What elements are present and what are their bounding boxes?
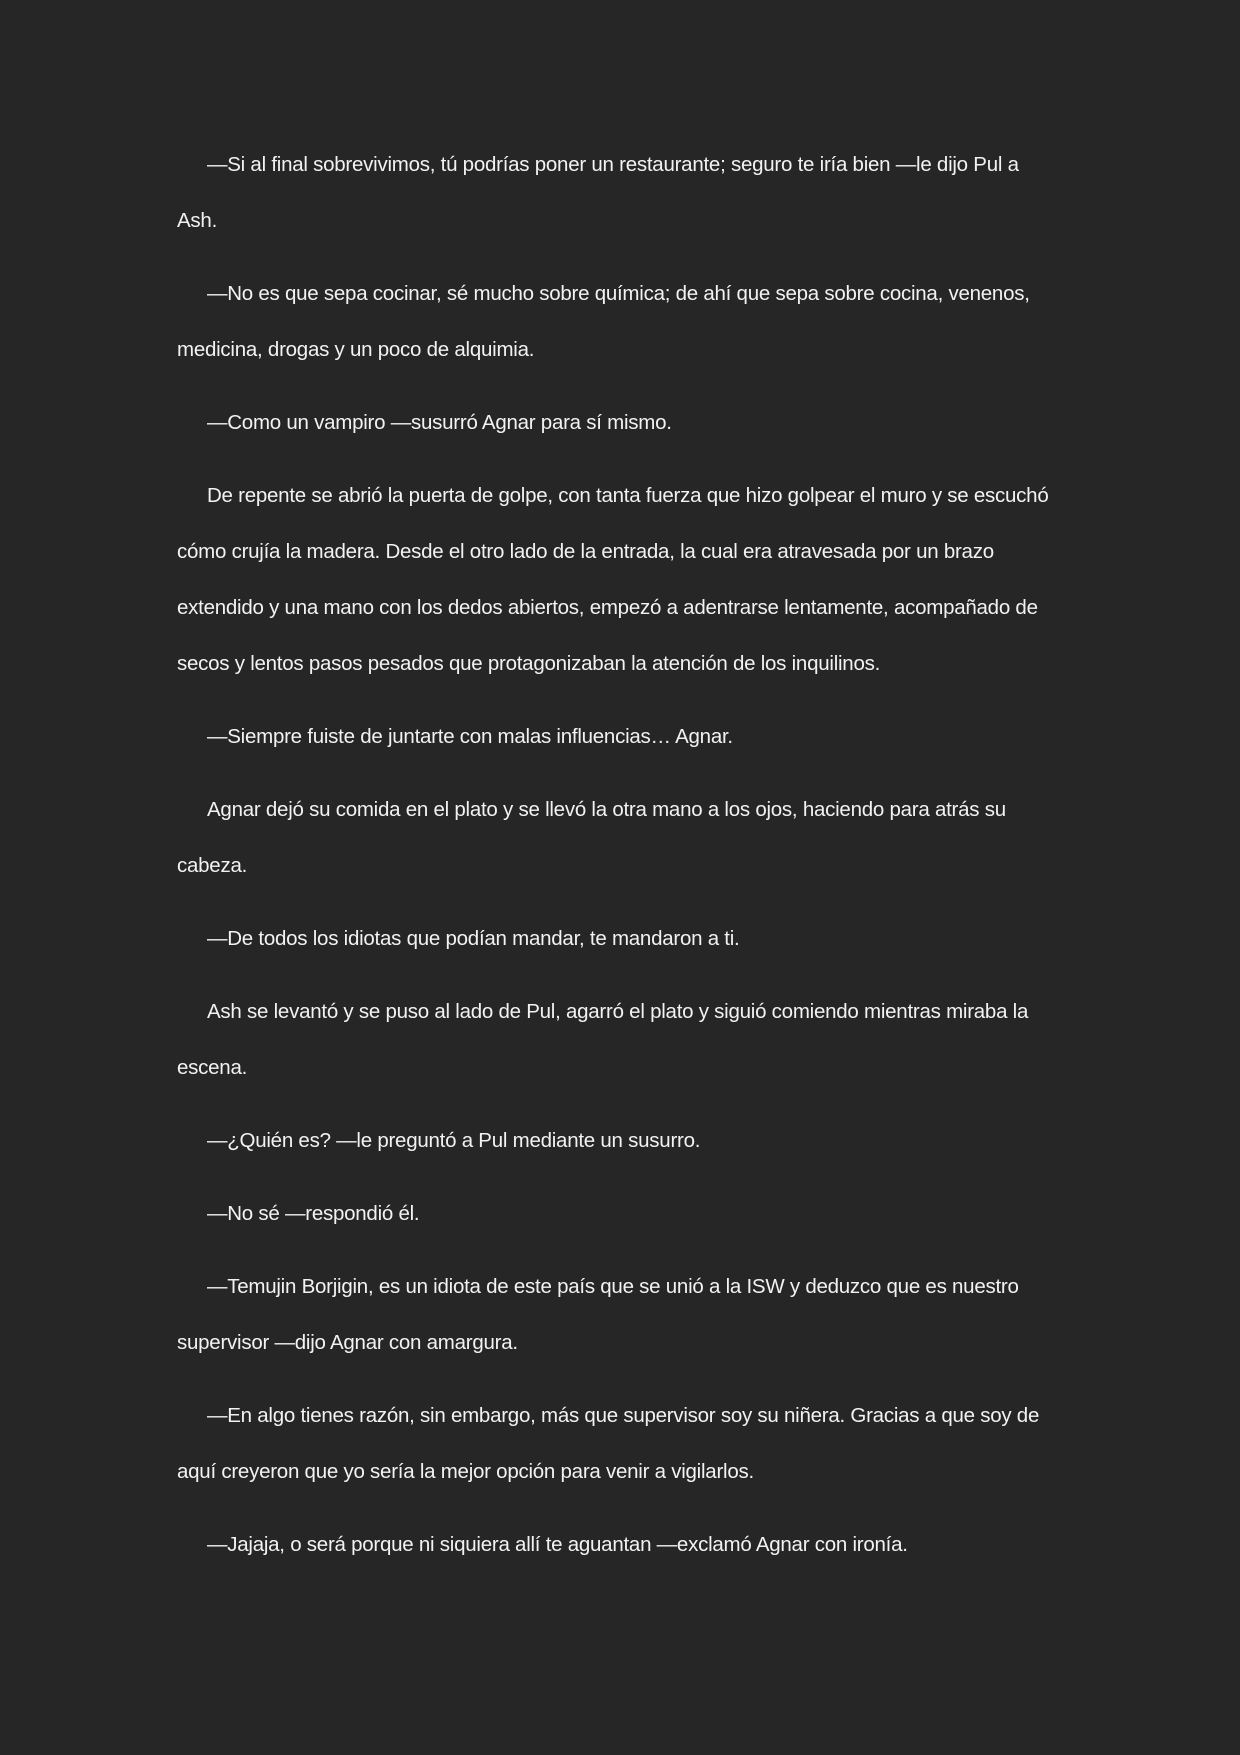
document-body (177, 137, 1063, 1590)
paragraph: —Jajaja, o será porque ni siquiera allí te aguantan —exclamó Agnar con ironía. (207, 1533, 908, 1556)
paragraph: —Como un vampiro —susurró Agnar para sí mismo. (207, 411, 672, 434)
paragraph: —Si al final sobrevivimos, tú podrías poner un restaurante; seguro te iría bien —le dijo Pul a Ash. (177, 153, 1019, 232)
paragraph: —De todos los idiotas que podían mandar, te mandaron a ti. (207, 927, 740, 950)
paragraph: Agnar dejó su comida en el plato y se llevó la otra mano a los ojos, haciendo para atrás su cabeza. (177, 798, 1006, 877)
paragraph: Ash se levantó y se puso al lado de Pul, agarró el plato y siguió comiendo mientras miraba la escena. (177, 1000, 1029, 1079)
paragraph: —No es que sepa cocinar, sé mucho sobre química; de ahí que sepa sobre cocina, venenos, medicina, drogas y un poco de alquimia. (177, 282, 1030, 361)
paragraph: —En algo tienes razón, sin embargo, más que supervisor soy su niñera. Gracias a que soy de aquí creyeron que yo sería la mejor opción para venir a vigilarlos. (177, 1404, 1040, 1483)
paragraph: —Temujin Borjigin, es un idiota de este país que se unió a la ISW y deduzco que es nuestro supervisor —dijo Agnar con amargura. (177, 1275, 1019, 1354)
paragraph: De repente se abrió la puerta de golpe, con tanta fuerza que hizo golpear el muro y se escuchó cómo crujía la madera. Desde el otro lado de la entrada, la cual era atravesada por un brazo extendido y una mano con los dedos abiertos, empezó a adentrarse lentamente, acompañado de secos y lentos pasos pesados que protagonizaban la atención de los inquilinos. (177, 484, 1049, 675)
paragraph: —¿Quién es? —le preguntó a Pul mediante un susurro. (207, 1129, 701, 1152)
paragraph: —No sé —respondió él. (207, 1202, 420, 1225)
paragraph: —Siempre fuiste de juntarte con malas influencias… Agnar. (207, 725, 733, 748)
